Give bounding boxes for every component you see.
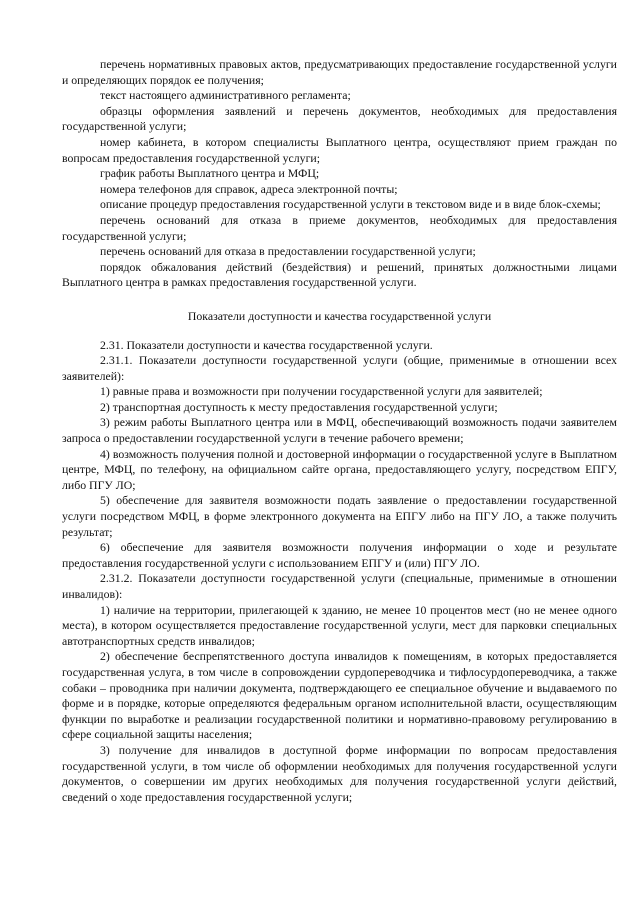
paragraph: порядок обжалования действий (бездействия) и решений, принятых должностными лицами Выплатного центра в рамках предоставления государственной услуги. [62, 259, 617, 290]
paragraph: 4) возможность получения полной и достоверной информации о государственной услуге в Выплатном центре, МФЦ, по телефону, на официальном сайте органа, предоставляющего услугу, посредством ЕПГУ, либо ПГУ ЛО; [62, 446, 617, 492]
paragraph: 2.31.1. Показатели доступности государственной услуги (общие, применимые в отношении всех заявителей): [62, 353, 617, 383]
paragraph: 2) обеспечение беспрепятственного доступа инвалидов к помещениям, в которых предоставляется государственная услуга, в том числе в сопровождении сурдопереводчика и тифлосурдопереводчика, а также собаки – проводника при наличии документа, подтверждающего ее специальное обучение и выдаваемого по форме и в порядке, которые определяются федеральным органом исполнительной власти, осуществляющим функции по выработке и реализации государственной политики и нормативно-правовому регулированию в сфере социальной защиты населения; [62, 649, 617, 742]
paragraph: 1) наличие на территории, прилегающей к зданию, не менее 10 процентов мест (но не менее одного места), в котором осуществляется предоставление государственной услуги, мест для парковки специальных автотранспортных средств инвалидов; [62, 602, 617, 648]
paragraph: перечень оснований для отказа в приеме документов, необходимых для предоставления государственной услуги; [62, 212, 617, 243]
paragraph: 3) получение для инвалидов в доступной форме информации по вопросам предоставления государственной услуги, в том числе об оформлении необходимых для получения государственной услуги документов, о совершении им других необходимых для получения государственной услуги действий, сведений о ходе предоставления государственной услуги; [62, 742, 617, 804]
paragraph: 5) обеспечение для заявителя возможности подать заявление о предоставлении государственной услуги посредством МФЦ, в форме электронного документа на ЕПГУ либо на ПГУ ЛО, а также получить результат; [62, 493, 617, 539]
paragraph: 1) равные права и возможности при получении государственной услуги для заявителей; [100, 384, 543, 399]
paragraph: текст настоящего административного регламента; [100, 88, 351, 103]
paragraph: перечень оснований для отказа в предоставлении государственной услуги; [100, 244, 476, 259]
paragraph: 2) транспортная доступность к месту предоставления государственной услуги; [100, 399, 498, 414]
paragraph: образцы оформления заявлений и перечень документов, необходимых для предоставления государственной услуги; [62, 103, 617, 134]
paragraph: номер кабинета, в котором специалисты Выплатного центра, осуществляют прием граждан по вопросам предоставления государственной услуги; [62, 134, 617, 165]
section-heading: Показатели доступности и качества государственной услуги [187, 308, 492, 323]
paragraph: 2.31. Показатели доступности и качества государственной услуги. [100, 337, 433, 352]
document-body [62, 57, 617, 805]
paragraph: описание процедур предоставления государственной услуги в текстовом виде и в виде блок-схемы; [100, 197, 601, 212]
paragraph: номера телефонов для справок, адреса электронной почты; [100, 181, 398, 196]
paragraph: 2.31.2. Показатели доступности государственной услуги (специальные, применимые в отношении инвалидов): [62, 571, 617, 601]
paragraph: 3) режим работы Выплатного центра или в МФЦ, обеспечивающий возможность подачи заявителем запроса о предоставлении государственной услуги в течение рабочего времени; [62, 415, 617, 446]
paragraph: 6) обеспечение для заявителя возможности получения информации о ходе и результате предоставления государственной услуги с использованием ЕПГУ и (или) ПГУ ЛО. [62, 540, 617, 570]
paragraph: перечень нормативных правовых актов, предусматривающих предоставление государственной услуги и определяющих порядок ее получения; [62, 57, 617, 87]
paragraph: график работы Выплатного центра и МФЦ; [100, 166, 320, 181]
